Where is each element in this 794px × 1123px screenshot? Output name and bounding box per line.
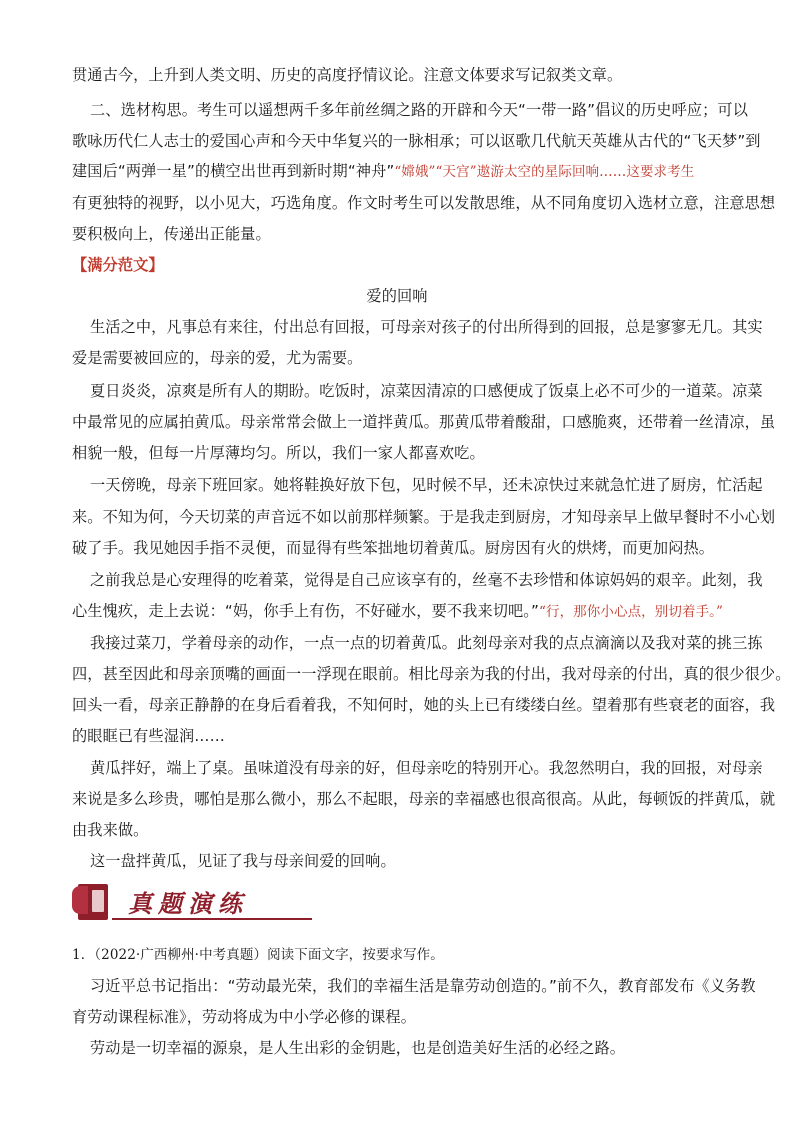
intro-line-2: 二、选材构思。考生可以遥想两千多年前丝绸之路的开辟和今天“一带一路”倡议的历史呼应；可以 [90, 101, 749, 119]
essay-p5-line-3: 回头一看，母亲正静静的在身后看着我，不知何时，她的头上已有缕缕白丝。望着那有些衰老的面容，我 [72, 696, 776, 714]
intro-line-4-highlight: “嫦娥”“天宫”遨游太空的星际回响……这要求考生 [394, 164, 695, 180]
intro-line-4 [72, 158, 722, 185]
essay-p3-line-2: 来。不知为何，今天切菜的声音远不如以前那样频繁。于是我走到厨房，才知母亲早上做早餐时不小心划 [72, 508, 776, 526]
essay-p6-line-3: 由我来做。 [72, 821, 149, 839]
question-1-line-4: 劳动是一切幸福的源泉，是人生出彩的金钥匙，也是创造美好生活的必经之路。 [90, 1039, 626, 1057]
intro-line-5: 有更独特的视野，以小见大，巧选角度。作文时考生可以发散思维，从不同角度切入选材立意，注意思想 [72, 194, 776, 212]
question-1-line-2: 习近平总书记指出：“劳动最光荣，我们的幸福生活是靠劳动创造的。”前不久，教育部发布《义务教 [90, 977, 756, 995]
essay-p4-reply: “行，那你小心点，别切着手。” [538, 604, 724, 620]
essay-p5-line-4: 的眼眶已有些湿润…… [72, 727, 225, 745]
intro-line-4-text: 建国后“两弹一星”的横空出世再到新时期“神舟” [72, 162, 395, 180]
essay-p2-line-3: 相貌一般，但每一片厚薄均匀。所以，我们一家人都喜欢吃。 [72, 444, 485, 462]
essay-p6-line-2: 来说是多么珍贵，哪怕是那么微小，那么不起眼，母亲的幸福感也很高很高。从此，每顿饭的拌黄瓜，就 [72, 790, 776, 808]
book-icon [78, 884, 108, 920]
intro-line-6: 要积极向上，传递出正能量。 [72, 225, 271, 243]
essay-p3-line-1: 一天傍晚，母亲下班回家。她将鞋换好放下包，见时候不早，还未凉快过来就急忙进了厨房，忙活起 [90, 476, 763, 494]
essay-p2-line-1: 夏日炎炎，凉爽是所有人的期盼。吃饭时，凉菜因清凉的口感便成了饭桌上必不可少的一道菜。凉菜 [90, 382, 763, 400]
intro-line-1: 贯通古今，上升到人类文明、历史的高度抒情议论。注意文体要求写记叙类文章。 [72, 66, 623, 84]
essay-p4-line-1: 之前我总是心安理得的吃着菜，觉得是自己应该享有的，丝毫不去珍惜和体谅妈妈的艰辛。此刻，我 [90, 571, 763, 589]
essay-p5-line-1: 我接过菜刀，学着母亲的动作，一点一点的切着黄瓜。此刻母亲对我的点点滴滴以及我对菜的挑三拣 [90, 634, 763, 652]
section-tag: 【满分范文】 [72, 256, 164, 274]
question-1-line-3: 育劳动课程标准》，劳动将成为中小学必修的课程。 [72, 1008, 417, 1026]
essay-p6-line-1: 黄瓜拌好，端上了桌。虽味道没有母亲的好，但母亲吃的特别开心。我忽然明白，我的回报，对母亲 [90, 759, 763, 777]
banner-underline [112, 918, 312, 920]
essay-p1-line-2: 爱是需要被回应的，母亲的爱，尤为需要。 [72, 349, 363, 367]
essay-p1-line-1: 生活之中，凡事总有来往，付出总有回报，可母亲对孩子的付出所得到的回报，总是寥寥无几。其实 [90, 318, 763, 336]
banner-title: 真题演练 [128, 889, 248, 918]
essay-p4-line-2 [72, 598, 722, 625]
essay-p5-line-2: 四，甚至因此和母亲顶嘴的画面一一浮现在眼前。相比母亲为我的付出，我对母亲的付出，真的很少很少。 [72, 665, 791, 683]
essay-p2-line-2: 中最常见的应属拍黄瓜。母亲常常会做上一道拌黄瓜。那黄瓜带着酸甜，口感脆爽，还带着一丝清凉，虽 [72, 413, 776, 431]
essay-p7: 这一盘拌黄瓜，见证了我与母亲间爱的回响。 [90, 852, 396, 870]
intro-line-3: 歌咏历代仁人志士的爱国心声和今天中华复兴的一脉相承；可以讴歌几代航天英雄从古代的“飞天梦”到 [72, 132, 761, 150]
essay-p3-line-3: 破了手。我见她因手指不灵便，而显得有些笨拙地切着黄瓜。厨房因有火的烘烤，而更加闷热。 [72, 539, 715, 557]
question-1-header: 1．（2022·广西柳州·中考真题）阅读下面文字，按要求写作。 [72, 947, 444, 963]
section-banner [72, 880, 272, 928]
essay-p4-dialogue: 心生愧疚，走上去说：“妈，你手上有伤，不好碰水，要不我来切吧。” [72, 602, 539, 620]
essay-title: 爱的回响 [366, 287, 428, 305]
